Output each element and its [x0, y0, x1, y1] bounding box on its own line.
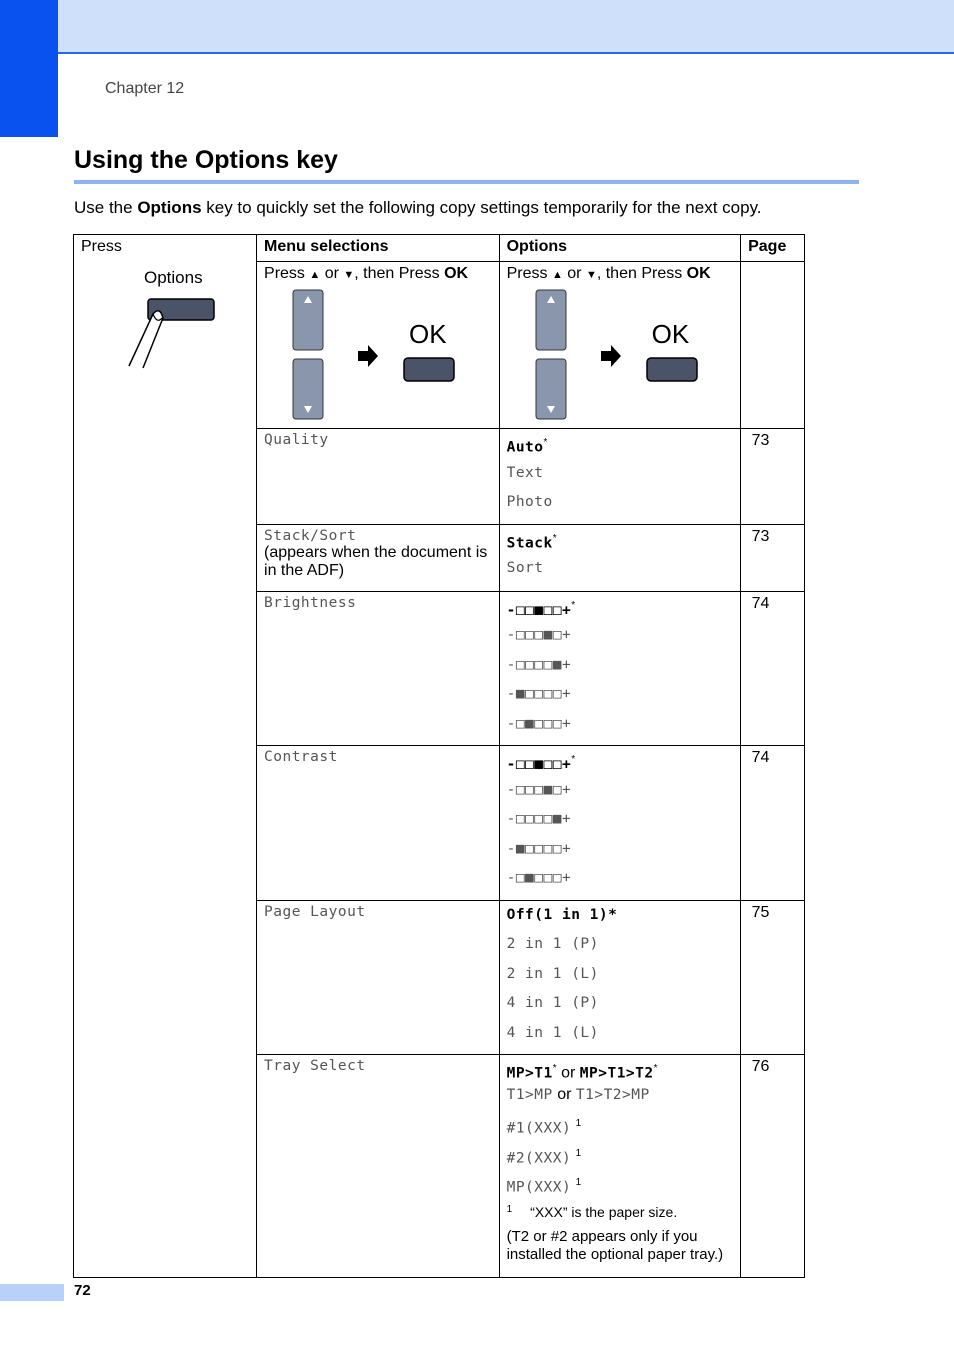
option-item: Sort	[506, 560, 544, 576]
ok-key-icon	[646, 357, 700, 385]
page-cell	[741, 262, 805, 429]
up-down-keys-icon	[292, 289, 326, 423]
finger-pressing-key-icon	[115, 294, 215, 374]
option-item: -□□□□■+	[506, 811, 572, 827]
option-item: MP(XXX)	[506, 1179, 572, 1196]
chapter-label: Chapter 12	[105, 80, 185, 97]
tray-note: (T2 or #2 appears only if you installed the optional paper tray.)	[506, 1228, 724, 1264]
menu-keys-diagram	[264, 289, 492, 423]
table-row: Contrast -□□■□□+* -□□□■□+ -□□□□■+ -■□□□□+ -□■□□□+ 74	[74, 746, 805, 901]
options-key-label: Options	[144, 268, 203, 287]
ok-key-label: OK	[409, 319, 447, 349]
ok-key-icon	[403, 357, 457, 385]
page-ref: 75	[741, 900, 805, 1055]
right-arrow-icon	[599, 345, 623, 367]
option-item: T1>MP	[506, 1087, 553, 1103]
table-row: Brightness -□□■□□+* -□□□■□+ -□□□□■+ -■□□□□+ -□■□□□+ 74	[74, 591, 805, 746]
chapter-tab	[0, 0, 58, 137]
page-number: 72	[74, 1282, 91, 1299]
default-option: -□□■□□+	[506, 756, 572, 773]
page-ref: 73	[741, 524, 805, 591]
options-keys-diagram	[507, 289, 734, 423]
default-option: MP>T1>T2	[579, 1065, 654, 1082]
section-title: Using the Options key	[74, 146, 338, 174]
option-item: Photo	[506, 494, 553, 510]
press-cell	[74, 235, 257, 1278]
up-arrow-icon: ▲	[551, 269, 563, 281]
default-option: Stack	[506, 534, 553, 551]
up-down-keys-icon	[535, 289, 569, 423]
ok-key-label: OK	[651, 319, 690, 349]
right-arrow-icon	[356, 345, 380, 367]
options-key-name: Options	[137, 198, 202, 217]
menu-item-contrast: Contrast	[264, 749, 338, 765]
page-header: Page	[741, 235, 805, 262]
default-option: Off(1 in 1)*	[506, 906, 618, 923]
options-key-illustration	[81, 256, 249, 346]
table-row: Quality Auto* Text Photo 73	[74, 429, 805, 525]
menu-item-quality: Quality	[264, 432, 329, 448]
option-item: 2 in 1 (L)	[506, 965, 599, 982]
option-item: -□□□■□+	[506, 781, 572, 798]
footnote: $^1$ “XXX” is the paper size.	[506, 1203, 678, 1221]
option-item: -□■□□□+	[506, 715, 572, 732]
menu-item-stack-sort: Stack/Sort	[264, 527, 357, 544]
options-instruction-cell	[499, 262, 741, 429]
header-band	[58, 0, 954, 54]
table-header-row	[74, 235, 805, 262]
table-row: Stack/Sort (appears when the document is in the ADF) Stack* Sort 73	[74, 524, 805, 591]
options-table	[73, 234, 805, 1278]
option-item: Text	[506, 464, 544, 481]
option-item: -■□□□□+	[506, 840, 572, 857]
page-ref: 74	[741, 591, 805, 746]
page-ref: 74	[741, 746, 805, 901]
option-item: 2 in 1 (P)	[506, 936, 599, 952]
menu-item-note: (appears when the document is in the ADF)	[264, 543, 488, 579]
option-item: -□■□□□+	[506, 870, 572, 886]
options-instruction: Press ▲ or ▼, then Press OK	[506, 265, 711, 282]
default-option: Auto	[506, 439, 544, 456]
menu-item-brightness: Brightness	[264, 594, 357, 611]
option-item: #1(XXX)	[506, 1120, 572, 1137]
menu-item-page-layout: Page Layout	[264, 903, 366, 920]
down-arrow-icon: ▼	[585, 269, 597, 281]
page-ref: 73	[741, 429, 805, 525]
default-option: -□□■□□+	[506, 601, 572, 618]
default-option: MP>T1	[506, 1065, 553, 1082]
option-item: 4 in 1 (L)	[506, 1024, 599, 1041]
table-row: Tray Select MP>T1* or MP>T1>T2* T1>MP or T1>T2>MP #1(XXX) $^1$ #2(XXX) $^1$ MP(XXX) $^1$ $^1$ “XXX” is the paper size. (T2 or #2 appears only if you installed the optional paper tray.) 76	[74, 1055, 805, 1278]
options-header: Options	[499, 235, 741, 262]
menu-item-tray-select: Tray Select	[264, 1058, 366, 1074]
menu-instruction-cell	[257, 262, 500, 429]
page-ref: 76	[741, 1055, 805, 1278]
menu-instruction: Press ▲ or ▼, then Press OK	[264, 265, 469, 282]
option-item: -□□□■□+	[506, 627, 572, 643]
intro-text: Use the Options key to quickly set the following copy settings temporarily for the next copy.	[74, 198, 762, 217]
option-item: #2(XXX)	[506, 1149, 572, 1166]
up-arrow-icon: ▲	[309, 269, 321, 281]
option-item: -□□□□■+	[506, 656, 572, 673]
footer-bar	[0, 1284, 64, 1301]
press-label: Press	[81, 238, 122, 255]
menu-selections-header: Menu selections	[257, 235, 500, 262]
down-arrow-icon: ▼	[343, 269, 355, 281]
title-rule	[74, 180, 859, 184]
option-item: -■□□□□+	[506, 686, 572, 702]
option-item: T1>T2>MP	[575, 1087, 650, 1103]
option-item: 4 in 1 (P)	[506, 995, 599, 1011]
